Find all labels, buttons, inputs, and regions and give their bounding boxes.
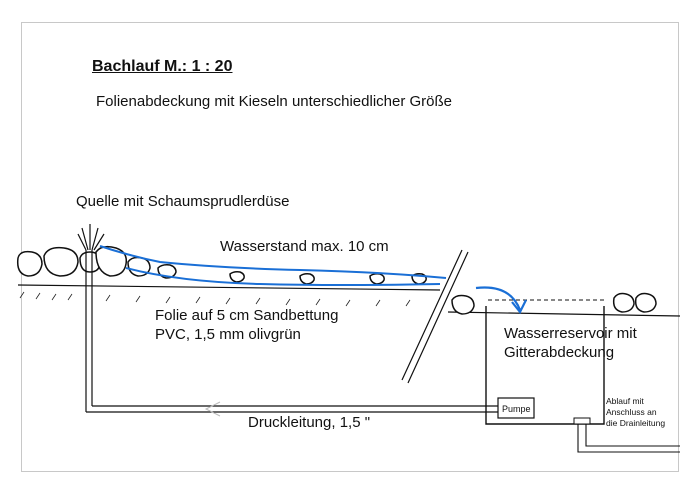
label-drain [606,396,665,429]
ground-hatch-left [20,292,410,306]
diagram-subtitle: Folienabdeckung mit Kieseln unterschiedlicher Größe [96,93,453,110]
pressure-pipe [86,406,498,412]
break-line [402,250,468,383]
inflow-arrow [476,287,520,310]
label-water-level: Wasserstand max. 10 cm [220,238,389,255]
diagram-title: Bachlauf M.: 1 : 20 [92,58,233,75]
label-reservoir [504,324,637,362]
riser-pipe [86,250,92,412]
label-pipe: Druckleitung, 1,5 " [248,414,371,431]
label-drain-line2: Anschluss an [606,407,657,417]
stones-right [452,294,656,315]
label-reservoir-line1: Wasserreservoir mit [504,325,637,342]
label-reservoir-line2: Gitterabdeckung [504,344,615,361]
label-source: Quelle mit Schaumsprudlerdüse [76,193,290,210]
label-liner-line1: Folie auf 5 cm Sandbettung [155,307,339,324]
drain-cap [574,418,590,424]
label-drain-line1: Ablauf mit [606,396,644,406]
label-liner-line2: PVC, 1,5 mm olivgrün [155,326,301,343]
label-drain-line3: die Drainleitung [606,418,666,428]
label-pump: Pumpe [502,404,531,414]
flow-arrow-left-icon [206,402,220,416]
label-liner [155,306,338,344]
